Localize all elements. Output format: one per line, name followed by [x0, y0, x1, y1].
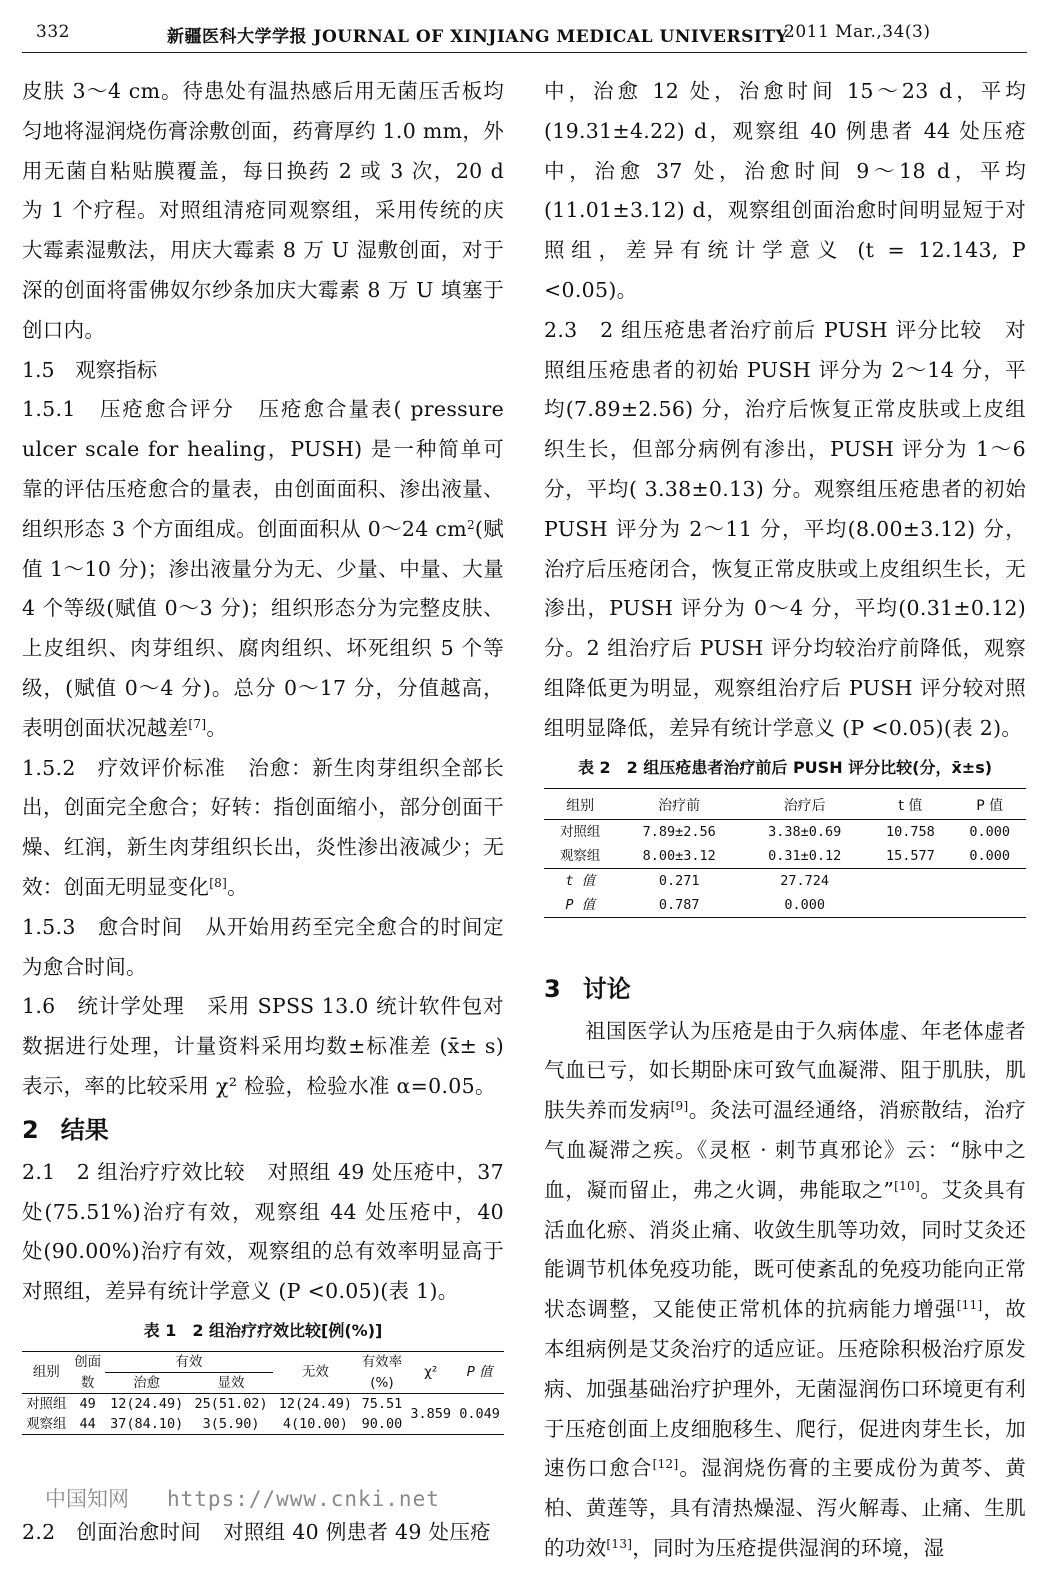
table-row: P 值 0.787 0.000	[565, 896, 825, 913]
left-column	[22, 72, 504, 1553]
citation-11: [11]	[956, 1298, 983, 1313]
section-2-2-heading: 2.2 创面治愈时间	[22, 1519, 202, 1544]
section-2-3-heading: 2.3 2 组压疮患者治疗前后 PUSH 评分比较	[544, 317, 983, 342]
citation-9: [9]	[670, 1099, 689, 1114]
table-row: 观察组 44 37(84.10) 3(5.90) 4(10.00) 90.00	[26, 1415, 403, 1432]
table-1-caption: 表 1 2 组治疗疗效比较[例(%)]	[143, 1320, 383, 1340]
paragraph-2-1: 2.1 2 组治疗疗效比较 对照组 49 处压疮中，37 处(75.51%)治疗有效，观察组 44 处压疮中，40 处(90.00%)治疗有效，观察组的总有效率明显高于对照组，差异有统计学意义 (P <0.05)(表 1)。	[22, 1159, 504, 1304]
table-row: t 值 0.271 27.724	[544, 868, 1026, 893]
paragraph-1-5-3: 1.5.3 愈合时间 从开始用药至完全愈合的时间定为愈合时间。	[22, 914, 504, 979]
paragraph-1-5-1-text-a: 压疮愈合量表( pressure ulcer scale for healing，PUSH) 是一种简单可靠的评估压疮愈合的量表，由创面面积、渗出液量、组织形态 3 个方面组成。创面面积从 0～24 cm	[22, 397, 504, 541]
journal-title: 新疆医科大学学报 JOURNAL OF XINJIANG MEDICAL UNIVERSITY	[167, 27, 789, 47]
watermark-url: https://www.cnki.net	[167, 1487, 440, 1511]
watermark-site: 中国知网	[45, 1487, 129, 1511]
section-1-6-heading: 1.6 统计学处理	[22, 994, 185, 1019]
table-row: 对照组 7.89±2.56 3.38±0.69 10.758 0.000	[559, 823, 1010, 840]
section-1-5-1-heading: 1.5.1 压疮愈合评分	[22, 397, 235, 422]
paragraph-2-3: 2.3 2 组压疮患者治疗前后 PUSH 评分比较 对照组压疮患者的初始 PUSH 评分为 2～14 分，平均(7.89±2.56) 分，治疗后恢复正常皮肤或上皮组织生长，但部分病例有渗出，PUSH 评分为 1～6 分，平均( 3.38±0.13) 分。观察组压疮患者的初始 PUSH 评分为 2～11 分，平均(8.00±3.12) 分，治疗后压疮闭合，恢复正常皮肤或上皮组织生长，无渗出，PUSH 评分为 0～4 分，平均(0.31±0.12)分。2 组治疗后 PUSH 评分均较治疗前降低，观察组降低更为明显，观察组治疗后 PUSH 评分较对照组明显降低，差异有统计学意义 (P <0.05)(表 2)。	[544, 317, 1026, 740]
paragraph-2-2-continued: 中，治愈 12 处，治愈时间 15～23 d，平均(19.31±4.22) d，观察组 40 例患者 44 处压疮中，治愈 37 处，治愈时间 9～18 d，平均(11.01±3.12) d，观察组创面治愈时间明显短于对照组，差异有统计学意义 (t = 12.143, P <0.05)。	[544, 79, 1026, 302]
paragraph-1-5-1: 1.5.1 压疮愈合评分 压疮愈合量表( pressure ulcer scale for healing，PUSH) 是一种简单可靠的评估压疮愈合的量表，由创面面积、渗出液量、组织形态 3 个方面组成。创面面积从 0～24 $cm^2$(赋值 1～10 分)；渗出液量分为无、少量、中量、大量 4 个等级(赋值 0～3 分)；组织形态分为完整皮肤、上皮组织、肉芽组织、腐肉组织、坏死组织 5 个等级，(赋值 0～4 分)。总分 0～17 分，分值越高，表明创面状况越差[7]。	[22, 397, 505, 740]
header-rule	[22, 52, 1027, 53]
section-1-5-3-heading: 1.5.3 愈合时间	[22, 914, 183, 939]
paragraph-3: 祖国医学认为压疮是由于久病体虚、年老体虚者气血已亏，如长期卧床可致气血凝滞、阻于肌肤，肌肤失养而发病[9]。灸法可温经通络，消瘀散结，治疗气血凝滞之疾。《灵枢 · 刺节真邪论》云：“脉中之血，凝而留止，弗之火调，弗能取之”[10]。艾灸具有活血化瘀、消炎止痛、收敛生肌等功效，同时艾灸还能调节机体免疫功能，既可使紊乱的免疫功能向正常状态调整，又能使正常机体的抗病能力增强[11]，故本组病例是艾灸治疗的适应证。压疮除积极治疗原发病、加强基础治疗护理外，无菌湿润伤口环境更有利于压疮创面上皮细胞移生、爬行，促进肉芽生长，加速伤口愈合[12]。湿润烧伤膏的主要成份为黄芩、黄柏、黄莲等，具有清热燥湿、泻火解毒、止痛、生肌的功效[13]，同时为压疮提供湿润的环境，湿	[544, 1018, 1026, 1560]
table-1: 组别 创面 有效 无效 有效率 χ² P 值 数 治愈 显效 (%) 对照组 49 12(24.49) 25(51.02) 12(24.49) 75.51 3.859 0.049 观察组 44 37(84.10) 3(5.90) 4(10.00) 90.00	[22, 1351, 504, 1435]
section-1-5-heading: 1.5 观察指标	[22, 357, 158, 382]
citation-13: [13]	[606, 1536, 633, 1551]
section-1-5-2-heading: 1.5.2 疗效评价标准	[22, 755, 226, 780]
table-2: 组别 治疗前 治疗后 t 值 P 值 对照组 7.89±2.56 3.38±0.69 10.758 0.000 观察组 8.00±3.12 0.31±0.12 15.577 0.000 t 值 0.271 27.724 P 值 0.787 0.000	[544, 788, 1026, 918]
table-row: 观察组 8.00±3.12 0.31±0.12 15.577 0.000	[559, 847, 1010, 864]
citation-8: [8]	[209, 875, 228, 890]
citation-10: [10]	[894, 1178, 920, 1193]
page-number: 332	[36, 22, 70, 42]
table-2-caption: 表 2 2 组压疮患者治疗前后 PUSH 评分比较(分，x̄±s)	[577, 757, 993, 777]
issue-info: 2011 Mar.,34(3)	[784, 22, 931, 42]
paragraph-1-5-2: 1.5.2 疗效评价标准 治愈：新生肉芽组织全部长出，创面完全愈合；好转：指创面缩小，部分创面干燥、红润，新生肉芽组织长出，炎性渗出液减少；无效：创面无明显变化[8]。	[22, 755, 504, 899]
paragraph-1-6: 1.6 统计学处理 采用 SPSS 13.0 统计软件包对数据进行处理，计量资料采用均数±标准差 (x̄± s) 表示，率的比较采用 χ² 检验，检验水准 α=0.05。	[22, 994, 504, 1098]
cnki-watermark	[45, 1483, 440, 1513]
table-row: 对照组 49 12(24.49) 25(51.02) 12(24.49) 75.51 3.859 0.049	[22, 1393, 504, 1414]
citation-7: [7]	[188, 716, 207, 731]
section-2-1-heading: 2.1 2 组治疗疗效比较	[22, 1159, 246, 1184]
paragraph-intro: 皮肤 3～4 cm。待患处有温热感后用无菌压舌板均匀地将湿润烧伤膏涂敷创面，药膏厚约 1.0 mm，外用无菌自粘贴膜覆盖，每日换药 2 或 3 次，20 d 为 1 个疗程。对照组清疮同观察组，采用传统的庆大霉素湿敷法，用庆大霉素 8 万 U 湿敷创面，对于深的创面将雷佛奴尔纱条加庆大霉素 8 万 U 填塞于创口内。	[22, 79, 504, 342]
section-2-heading: 2 结果	[22, 1115, 109, 1144]
paragraph-2-2: 2.2 创面治愈时间 对照组 40 例患者 49 处压疮	[22, 1519, 491, 1544]
paragraph-1-5-1-text-b: (赋值 1～10 分)；渗出液量分为无、少量、中量、大量 4 个等级(赋值 0～3 分)；组织形态分为完整皮肤、上皮组织、肉芽组织、腐肉组织、坏死组织 5 个等级，(赋值 0～4 分)。总分 0～17 分，分值越高，表明创面状况越差	[22, 516, 505, 740]
section-3-heading: 3 讨论	[544, 974, 631, 1003]
right-column	[544, 72, 1026, 1569]
citation-12: [12]	[652, 1457, 679, 1472]
running-header	[22, 22, 1022, 48]
